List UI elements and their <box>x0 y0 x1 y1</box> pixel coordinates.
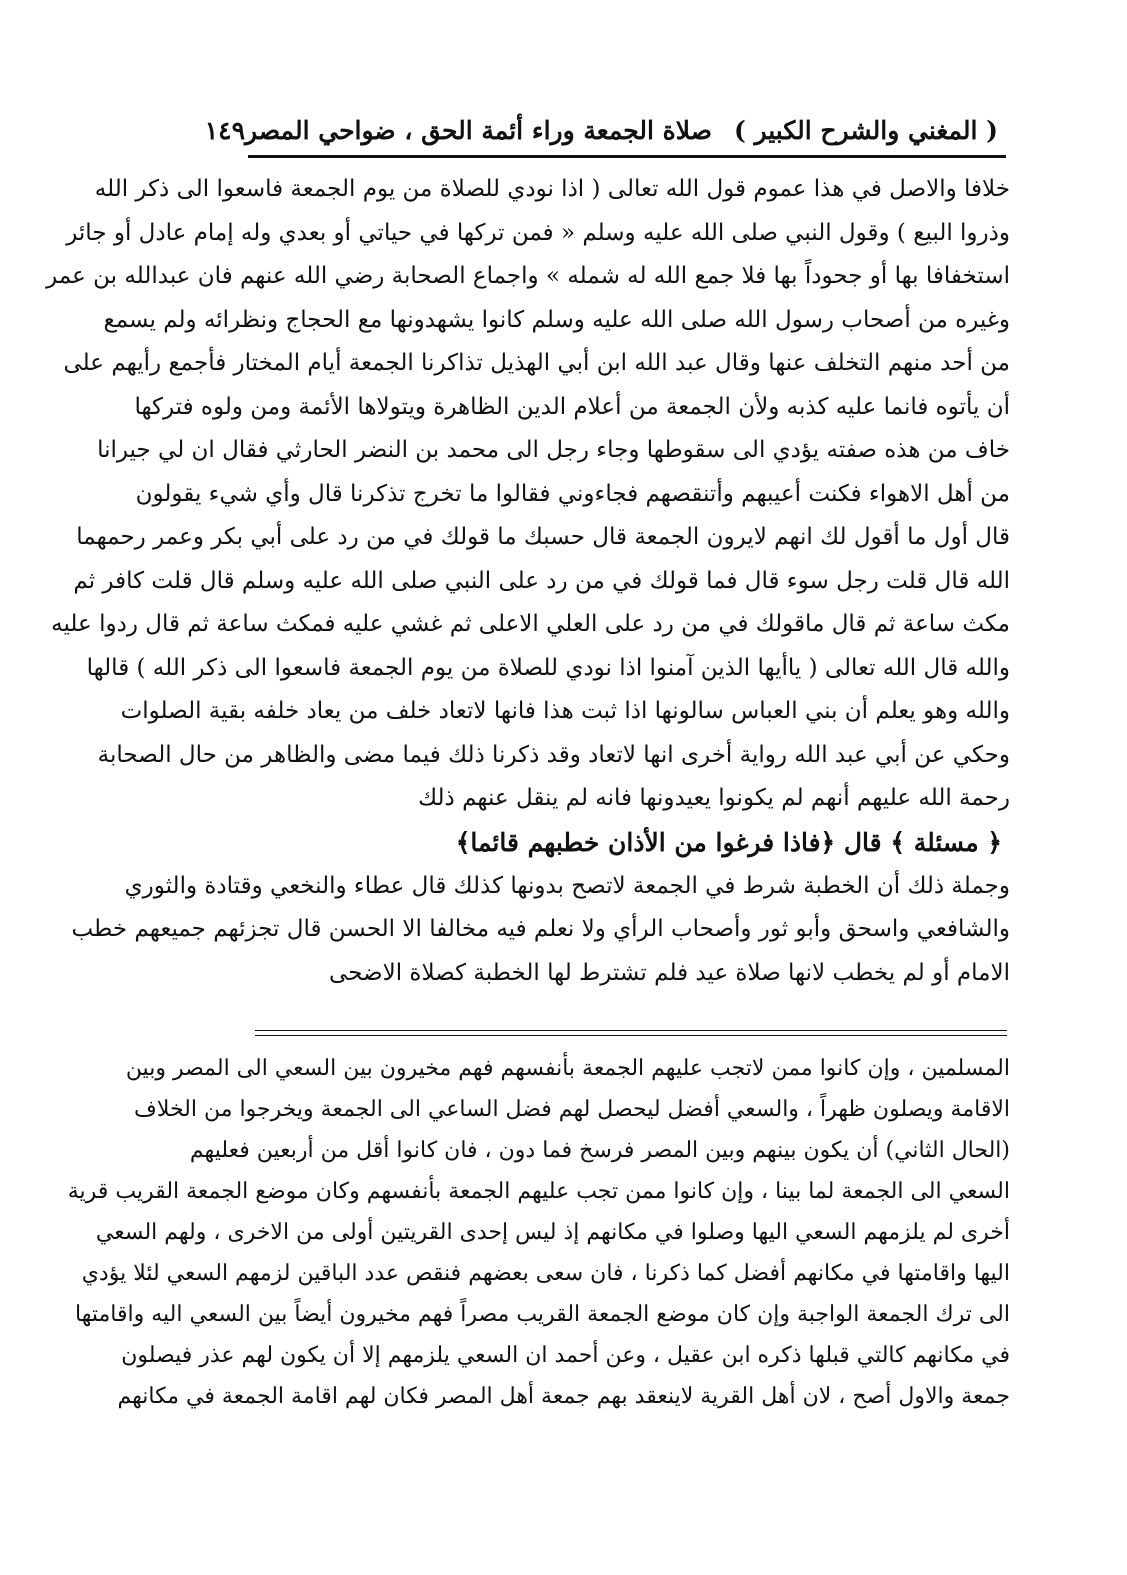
running-header <box>204 108 998 152</box>
main-line: خلافا والاصل في هذا عموم قول الله تعالى ( اذا نودي للصلاة من يوم الجمعة فاسعوا الى ذكر الله <box>94 176 1010 202</box>
heading-ornament-open: ﴿ <box>987 827 1002 857</box>
main-line: والله قال الله تعالى ( ياأيها الذين آمنوا اذا نودي للصلاة من يوم الجمعة فاسعوا الى ذكر الله ) قالها <box>86 654 1010 681</box>
commentary-separator <box>255 1030 1007 1036</box>
commentary-line: اليها واقامتها في مكانهم أفضل كما ذكرنا ، فان سعى بعضهم فنقص عدد الباقين لزمهم السعي لئلا يؤدي <box>81 1261 1010 1286</box>
issue-heading <box>240 821 1010 865</box>
main-line: وحكي عن أبي عبد الله رواية أخرى انها لاتعاد وقد ذكرنا ذلك فيما مضى والظاهر من حال الصحابة <box>97 741 1010 768</box>
commentary-line: جمعة والاول أصح ، لان أهل القرية لاينعقد بهم جمعة أهل المصر فكان لهم اقامة الجمعة في مكانهم <box>117 1384 1010 1409</box>
main-line: والشافعي واسحق وأبو ثور وأصحاب الرأي ولا نعلم فيه مخالفا الا الحسن قال تجزئهم جميعهم خطب <box>71 916 1010 942</box>
main-line: والله وهو يعلم أن بني العباس سالونها اذا ثبت هذا فانها لاتعاد خلف من يعاد خلفه بقية الصلوات <box>120 698 1010 724</box>
commentary-line: في مكانهم كالتي قبلها ذكره ابن عقيل ، وعن أحمد ان السعي يلزمهم إلا أن يكون لهم عذر فيصلون <box>121 1343 1010 1368</box>
main-line: من أحد منهم التخلف عنها وقال عبد الله ابن أبي الهذيل تذاكرنا الجمعة أيام المختار فأجمع رأيهم على <box>63 350 1010 376</box>
commentary-text <box>67 1048 1010 1417</box>
commentary-line: الى ترك الجمعة الواجبة وإن كان موضع الجمعة القريب مصراً فهم مخيرون أيضاً بين السعي اليه واقامتها <box>75 1302 1010 1327</box>
main-line: مكث ساعة ثم قال ماقولك في من رد على العلي الاعلى ثم غشي عليه فمكث ساعة ثم قال ردوا عليه <box>51 611 1010 637</box>
header-rule <box>248 155 1006 158</box>
main-line: خاف من هذه صفته يؤدي الى سقوطها وجاء رجل الى محمد بن النضر الحارثي فقال ان لي جيرانا <box>97 437 1010 463</box>
main-line: الله قال قلت رجل سوء قال فما قولك في من رد على النبي صلى الله عليه وسلم قال قلت كافر ثم <box>73 567 1010 594</box>
issue-label: مسئلة <box>913 827 979 857</box>
commentary-line: السعي الى الجمعة لما بينا ، وإن كانوا ممن تجب عليهم الجمعة بأنفسهم وكان موضع الجمعة القريب قرية <box>67 1179 1010 1204</box>
issue-text: قال ﴿فاذا فرغوا من الأذان خطبهم قائما﴾ <box>455 827 882 857</box>
page-number: ١٤٩ <box>204 115 246 145</box>
main-line: وذروا البيع ) وقول النبي صلى الله عليه وسلم « فمن تركها في حياتي أو بعدي وله إمام عادل أو جائر <box>66 219 1010 246</box>
main-line: أن يأتوه فانما عليه كذبه ولأن الجمعة من أعلام الدين الظاهرة ويتولاها الأئمة ومن ولوه فتركها <box>134 393 1010 420</box>
commentary-line: (الحال الثاني) أن يكون بينهم وبين المصر فرسخ فما دون ، فان كانوا أقل من أربعين فعليهم <box>189 1138 1010 1163</box>
book-title: ( المغني والشرح الكبير ) <box>733 115 998 145</box>
main-line: وجملة ذلك أن الخطبة شرط في الجمعة لاتصح بدونها كذلك قال عطاء والنخعي وقتادة والثوري <box>124 872 1010 899</box>
chapter-title: صلاة الجمعة وراء أئمة الحق ، ضواحي المصر <box>245 115 712 145</box>
commentary-line: أخرى لم يلزمهم السعي اليها وصلوا في مكانهم إذ ليس إحدى القريتين أولى من الاخرى ، ولهم السعي <box>95 1220 1010 1245</box>
header-title-group <box>245 116 998 145</box>
main-line: رحمة الله عليهم أنهم لم يكونوا يعيدونها فانه لم ينقل عنهم ذلك <box>418 785 1010 811</box>
main-line: قال أول ما أقول لك انهم لايرون الجمعة قال حسبك ما قولك في من رد على أبي بكر وعمر رحمهما <box>76 524 1010 550</box>
commentary-line: المسلمين ، وإن كانوا ممن لاتجب عليهم الجمعة بأنفسهم فهم مخيرون بين السعي الى المصر وبين <box>125 1056 1010 1081</box>
commentary-line: الاقامة ويصلون ظهراً ، والسعي أفضل ليحصل لهم فضل الساعي الى الجمعة ويخرجوا من الخلاف <box>134 1097 1010 1122</box>
main-line: استخفافا بها أو جحوداً بها فلا جمع الله له شمله » واجماع الصحابة رضي الله عنهم فان عبدالله بن عمر <box>46 263 1010 289</box>
main-line: من أهل الاهواء فكنت أعيبهم وأتنقصهم فجاءوني فقالوا ما تخرج تذكرنا قال وأي شيء يقولون <box>135 480 1010 507</box>
heading-ornament-close: ﴾ <box>890 827 905 857</box>
main-text <box>46 168 1010 995</box>
main-line: وغيره من أصحاب رسول الله صلى الله عليه وسلم كانوا يشهدونها مع الحجاج ونظرائه ولم يسمع <box>103 306 1010 333</box>
main-line: الامام أو لم يخطب لانها صلاة عيد فلم تشترط لها الخطبة كصلاة الاضحى <box>329 959 1010 986</box>
